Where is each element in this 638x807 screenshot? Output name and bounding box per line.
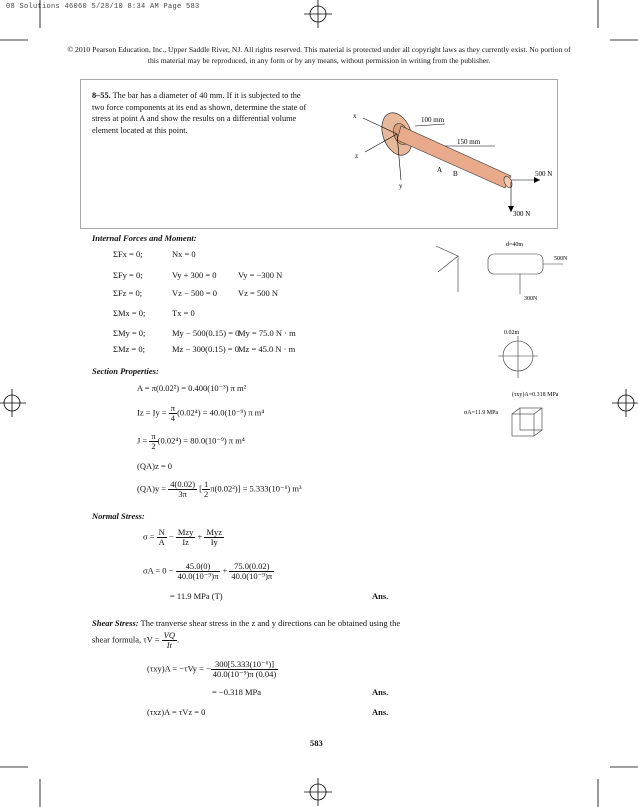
problem-figure	[345, 84, 555, 224]
internal-row-3-col-1: Tx = 0	[172, 308, 195, 318]
solution-sketches	[428, 232, 578, 452]
internal-row-5-col-2: Mz = 45.0 N · m	[238, 344, 296, 354]
fig-point-a: A	[437, 166, 443, 174]
internal-row-4-col-1: My − 500(0.15) = 0	[172, 328, 240, 338]
print-header: 08 Solutions 46060 5/28/10 8:34 AM Page 583	[6, 3, 200, 11]
internal-row-0-col-1: Nx = 0	[172, 249, 196, 259]
sketch-offset: 0.02m	[504, 330, 520, 336]
answer-label-tau-xy: Ans.	[372, 687, 389, 697]
heading-normal: Normal Stress:	[92, 511, 145, 521]
page-number: 583	[310, 738, 323, 748]
qz-eq: (QA)z = 0	[137, 461, 173, 471]
shear-intro: Shear Stress: The tranverse shear stress in the z and y directions can be obtained using the shear formula, τV = $\frac{VQ}{It}$ .	[92, 618, 401, 650]
internal-row-0-col-0: ΣFx = 0;	[113, 249, 143, 259]
internal-row-2-col-2: Vz = 500 N	[238, 288, 278, 298]
internal-row-5-col-1: Mz − 300(0.15) = 0	[172, 344, 239, 354]
copyright-notice: © 2010 Pearson Education, Inc., Upper Saddle River, NJ. All rights reserved. This material is protected under all copyright laws as they currently exist. No portion of this material may be reproduced, in any form or by any means, without permission in writing from the publisher.	[67, 45, 571, 65]
sketch-tau: (τxy)A=0.318 MPa	[512, 392, 559, 398]
heading-internal: Internal Forces and Moment:	[92, 233, 197, 243]
internal-row-2-col-0: ΣFz = 0;	[113, 288, 143, 298]
inertia-eq: Iz = Iy = $\frac{\pi}{4}$ (0.02⁴) = 40.0(10⁻⁹) π m⁴	[137, 403, 265, 423]
fig-dim-150: 150 mm	[457, 138, 481, 146]
qy-eq: (QA)y = $\frac{4(0.02)}{3\pi}$ [ $\frac{1}{2}$ π(0.02²)] = 5.333(10⁻⁶) m³	[137, 479, 302, 499]
fig-force-300: 300 N	[513, 210, 531, 218]
internal-row-1-col-2: Vy = −300 N	[238, 270, 283, 280]
fig-x-label: x	[353, 112, 357, 120]
internal-row-2-col-1: Vz − 500 = 0	[172, 288, 217, 298]
answer-label-tau-xz: Ans.	[372, 707, 389, 717]
problem-statement	[92, 90, 310, 136]
heading-section: Section Properties:	[92, 366, 159, 376]
internal-row-4-col-2: My = 75.0 N · m	[238, 328, 296, 338]
internal-row-5-col-0: ΣMz = 0;	[113, 344, 145, 354]
tau-xy-calc: (τxy)A = −τVy = − $\frac{\text{300[5.333(10⁻⁶)]}}{\text{40.0(10⁻⁹)π (0.04)}}$	[147, 659, 277, 679]
problem-text: The bar has a diameter of 40 mm. If it is subjected to the two force components at its end as shown, determine the state of stress at point A and show the results on a differential volume element located at this point.	[92, 91, 307, 135]
internal-row-1-col-1: Vy + 300 = 0	[172, 270, 217, 280]
fig-y-label: y	[399, 182, 403, 190]
sigma-result: = 11.9 MPa (T)	[170, 591, 223, 601]
internal-row-3-col-0: ΣMx = 0;	[113, 308, 146, 318]
fig-dim-100: 100 mm	[421, 116, 445, 124]
sketch-500: 500N	[554, 256, 568, 262]
internal-row-4-col-0: ΣMy = 0;	[113, 328, 146, 338]
tau-xy-result: = −0.318 MPa	[212, 687, 262, 697]
fig-point-b: B	[453, 170, 458, 178]
area-eq: A = π(0.02²) = 0.400(10⁻³) π m²	[137, 383, 247, 393]
tau-xz-eq: (τxz)A = τVz = 0	[147, 707, 206, 717]
internal-row-1-col-0: ΣFy = 0;	[113, 270, 143, 280]
fig-force-500: 500 N	[535, 170, 553, 178]
sketch-300: 300N	[524, 296, 538, 302]
sketch-sigma: σA=11.9 MPa	[464, 410, 499, 416]
polar-eq: J = $\frac{\pi}{2}$ (0.02⁴) = 80.0(10⁻⁹) π m⁴	[137, 431, 245, 451]
fig-z-label: z	[355, 152, 359, 160]
sigma-formula: σ = $\frac{N}{A}$ − $\frac{\text{Mzy}}{Iz}$ + $\frac{\text{Myz}}{Iy}$	[143, 527, 223, 547]
sketch-diameter: d=40m	[506, 242, 524, 248]
problem-number: 8–55.	[92, 91, 111, 100]
answer-label-sigma: Ans.	[372, 591, 389, 601]
sigma-a-calc: σA = 0 − $\frac{45.0(0)}{\text{40.0(10⁻⁹)π}}$ + $\frac{75.0(0.02)}{\text{40.0(10⁻⁹)π}}$	[143, 561, 273, 581]
